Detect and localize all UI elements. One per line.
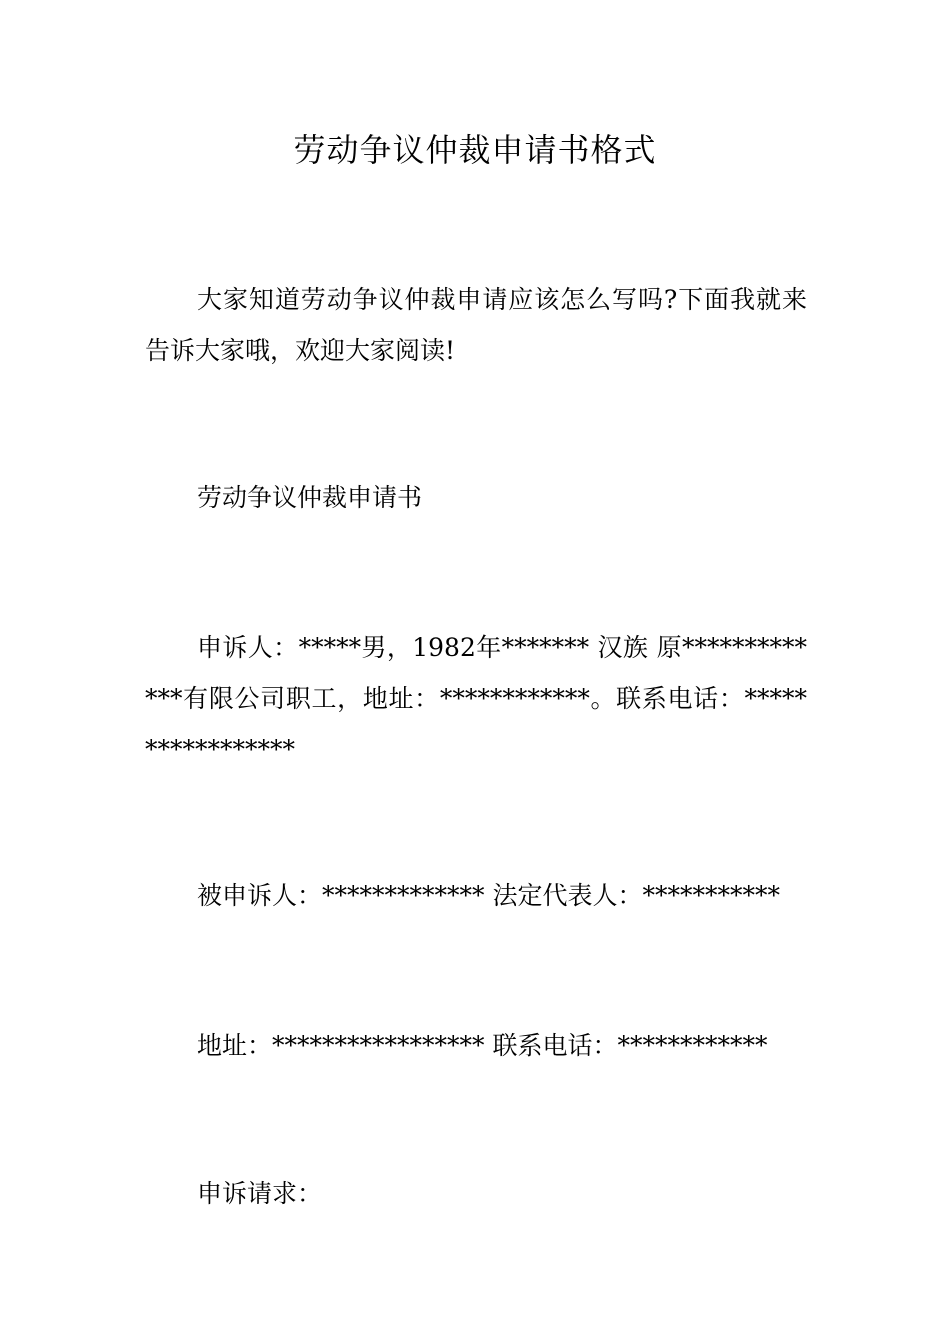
address-paragraph: 地址：***************** 联系电话：************	[197, 1031, 768, 1060]
intro-paragraph: 大家知道劳动争议仲裁申请应该怎么写吗?下面我就来告诉大家哦，欢迎大家阅读!	[145, 285, 807, 365]
form-heading: 劳动争议仲裁申请书	[197, 483, 423, 512]
complainant-paragraph: 申诉人：*****男，1982年******* 汉族 原*************有限公司职工，地址：************。联系电话：*****************	[145, 633, 807, 764]
respondent-paragraph: 被申诉人：************* 法定代表人：***********	[197, 881, 780, 910]
document-title: 劳动争议仲裁申请书格式	[293, 131, 657, 169]
requests-label: 申诉请求：	[197, 1179, 323, 1208]
